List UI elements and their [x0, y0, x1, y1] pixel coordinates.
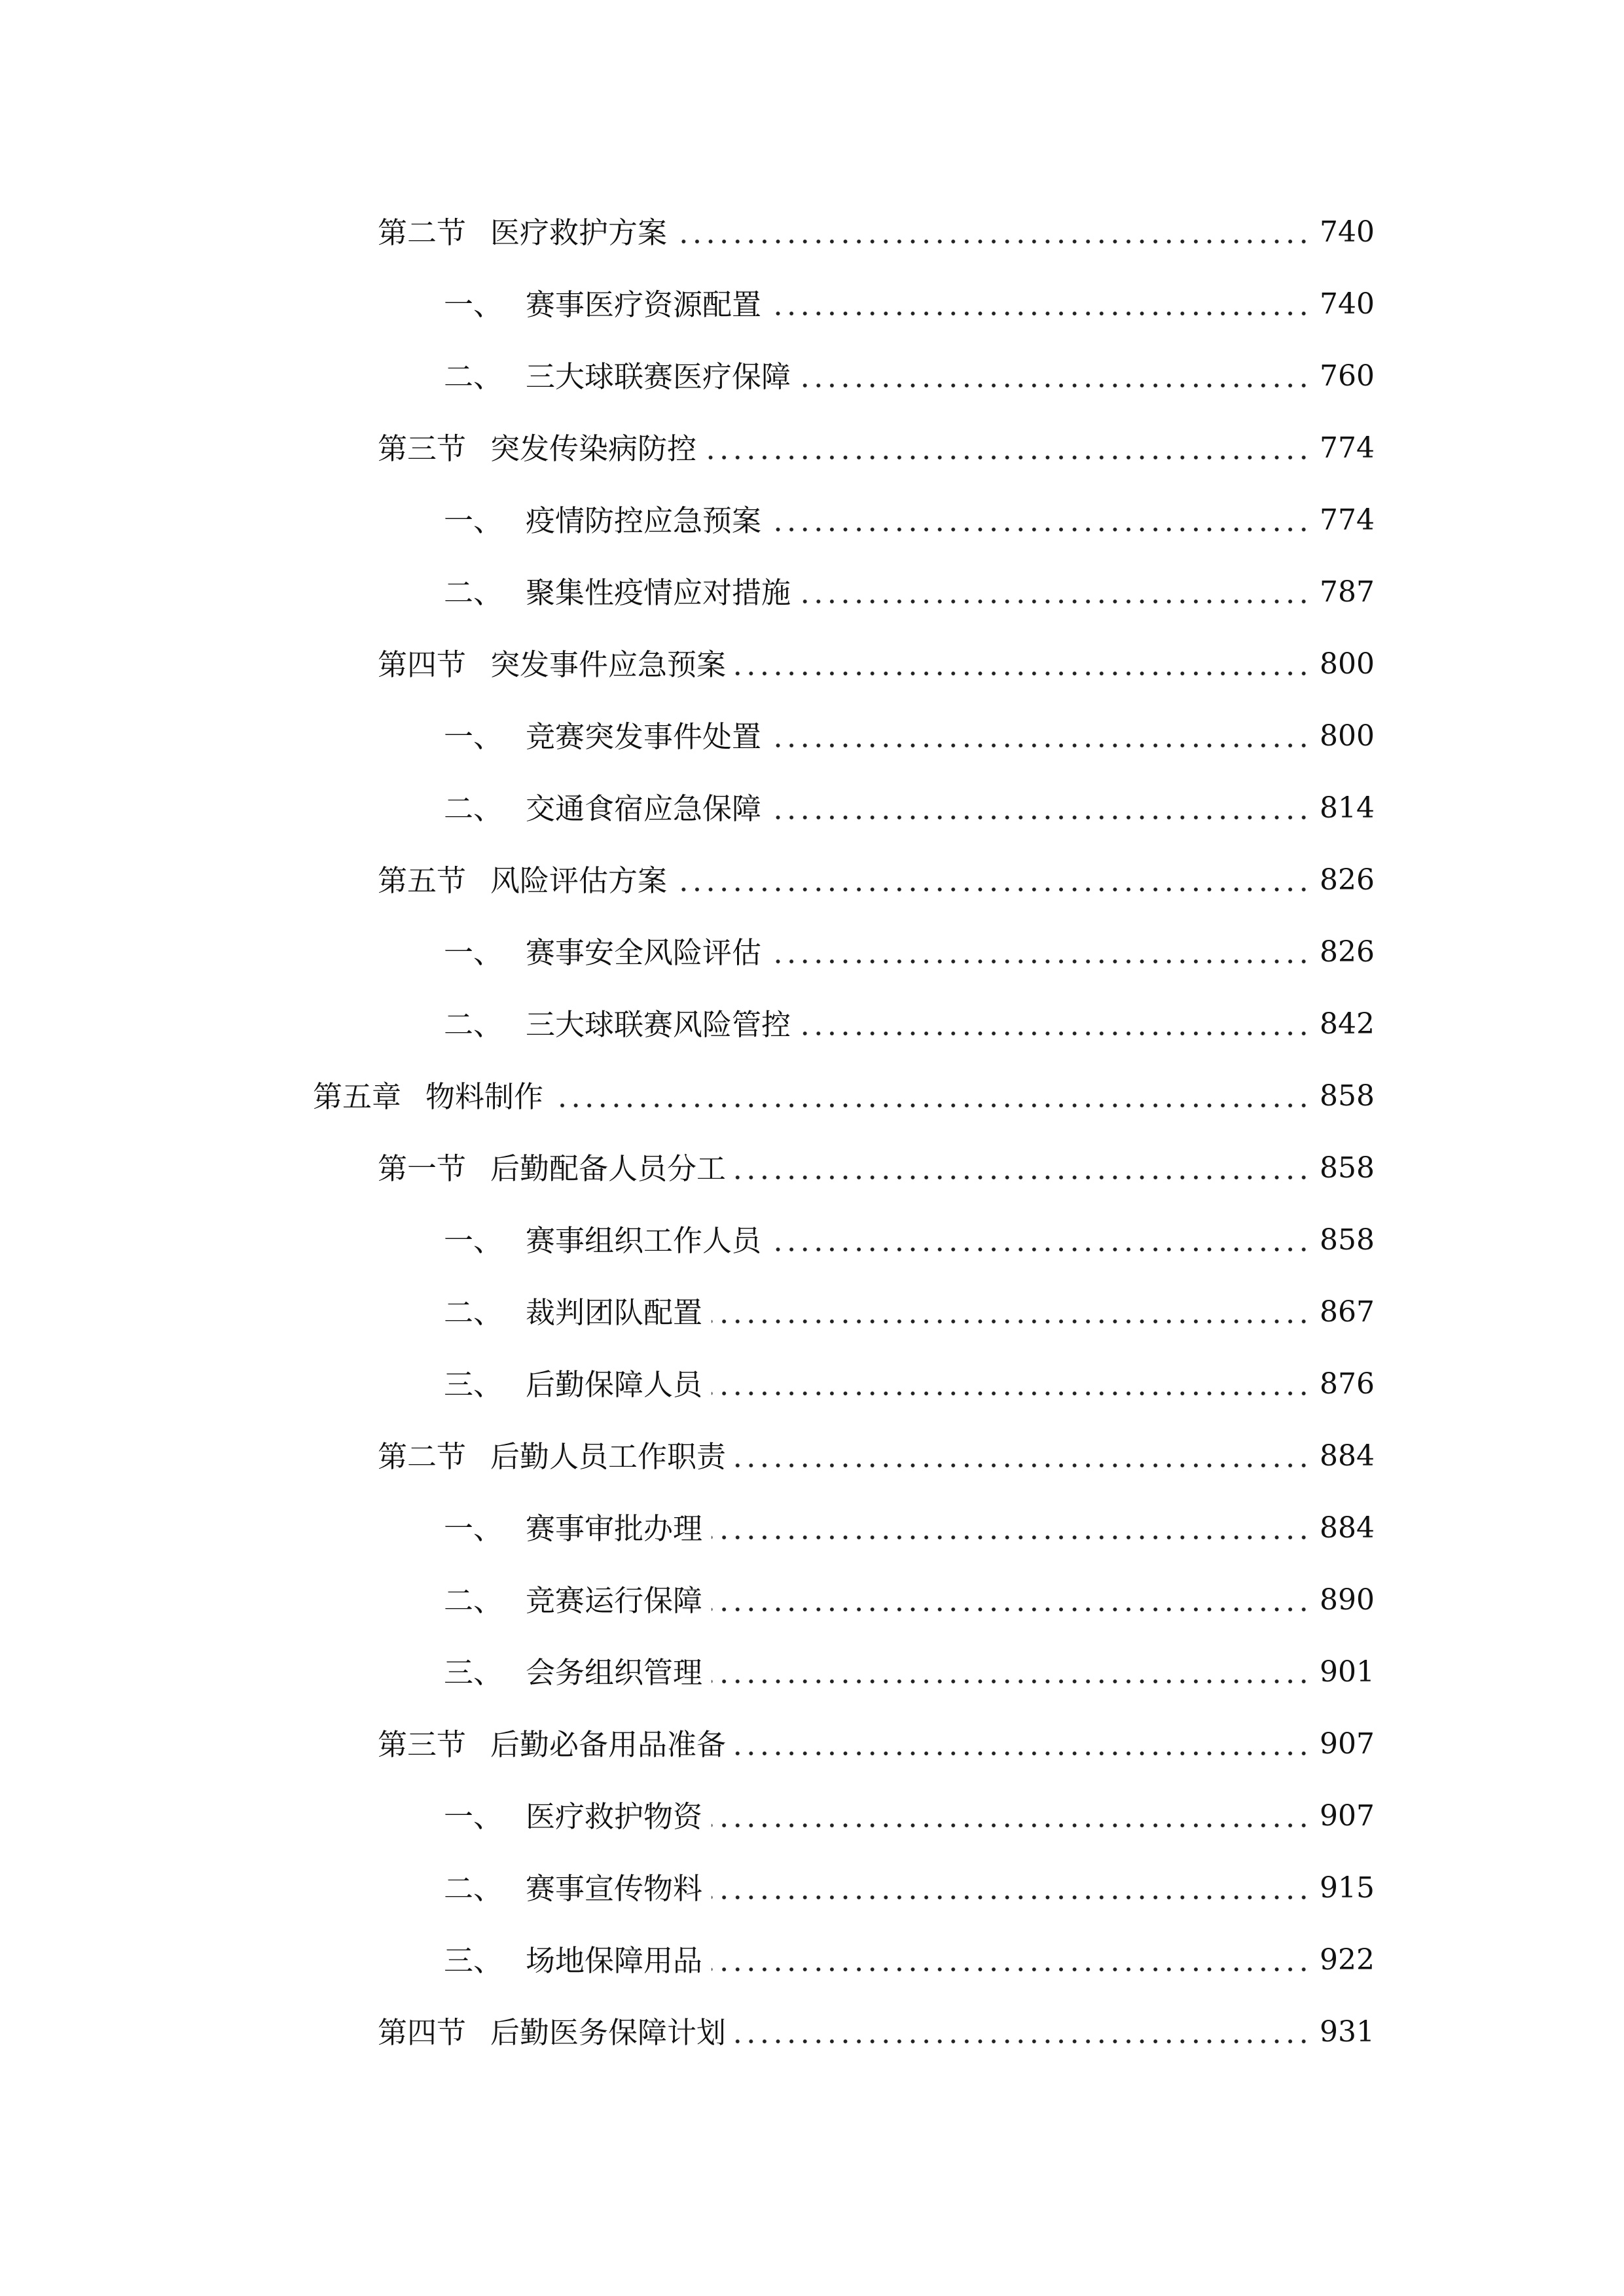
toc-entry-number: 三、 — [444, 1943, 503, 1978]
dot-leader — [706, 454, 1310, 461]
toc-entry-number: 二、 — [444, 1007, 503, 1042]
toc-entry-title: 赛事组织工作人员 — [526, 1223, 762, 1258]
toc-entry[interactable] — [0, 1420, 1624, 1492]
dot-leader — [676, 886, 1310, 893]
toc-entry-title: 三大球联赛风险管控 — [526, 1007, 791, 1042]
toc-entry-number: 二、 — [444, 791, 503, 826]
toc-entry-title: 突发传染病防控 — [490, 431, 697, 466]
toc-entry-number: 二、 — [444, 359, 503, 394]
toc-entry[interactable] — [0, 772, 1624, 844]
toc-entry-number: 一、 — [444, 719, 503, 754]
toc-entry-page: 884 — [1320, 1439, 1375, 1473]
toc-entry-page: 740 — [1320, 215, 1375, 249]
toc-entry[interactable] — [0, 1708, 1624, 1780]
toc-entry-page: 858 — [1320, 1223, 1375, 1257]
dot-leader — [552, 1102, 1310, 1109]
toc-entry-number: 第五节 — [378, 863, 467, 898]
toc-entry-number: 第一节 — [378, 1151, 467, 1186]
toc-entry-title: 风险评估方案 — [490, 863, 668, 898]
toc-entry-page: 760 — [1320, 359, 1375, 393]
dot-leader — [800, 598, 1310, 605]
toc-entry-title: 竞赛突发事件处置 — [526, 719, 762, 754]
toc-entry[interactable] — [0, 1564, 1624, 1636]
dot-leader — [712, 1966, 1310, 1973]
toc-entry-page: 774 — [1320, 431, 1375, 465]
dot-leader — [712, 1606, 1310, 1613]
dot-leader — [712, 1894, 1310, 1901]
toc-entry-title: 赛事宣传物料 — [526, 1871, 703, 1906]
toc-entry-page: 907 — [1320, 1799, 1375, 1833]
toc-entry-title: 场地保障用品 — [526, 1943, 703, 1978]
toc-entry-number: 三、 — [444, 1655, 503, 1690]
toc-entry-page: 842 — [1320, 1007, 1375, 1041]
toc-entry-page: 800 — [1320, 719, 1375, 753]
toc-entry-title: 医疗救护物资 — [526, 1799, 703, 1834]
dot-leader — [735, 1750, 1310, 1757]
toc-entry[interactable] — [0, 1996, 1624, 2068]
toc-entry[interactable] — [0, 988, 1624, 1060]
toc-entry-page: 890 — [1320, 1583, 1375, 1617]
toc-entry-title: 突发事件应急预案 — [490, 647, 727, 682]
toc-entry-title: 物料制作 — [425, 1079, 544, 1114]
dot-leader — [770, 742, 1310, 749]
toc-entry-number: 第四节 — [378, 647, 467, 682]
toc-entry[interactable] — [0, 1780, 1624, 1852]
toc-entry-title: 赛事安全风险评估 — [526, 935, 762, 970]
toc-entry[interactable] — [0, 1924, 1624, 1996]
toc-entry-page: 787 — [1320, 575, 1375, 609]
toc-entry[interactable] — [0, 412, 1624, 484]
dot-leader — [770, 814, 1310, 821]
toc-entry-number: 二、 — [444, 1871, 503, 1906]
toc-entry-number: 一、 — [444, 287, 503, 322]
toc-entry-number: 第二节 — [378, 215, 467, 250]
toc-entry[interactable] — [0, 484, 1624, 556]
toc-entry-title: 裁判团队配置 — [526, 1295, 703, 1330]
dot-leader — [712, 1390, 1310, 1397]
toc-entry-title: 赛事医疗资源配置 — [526, 287, 762, 322]
toc-entry-title: 交通食宿应急保障 — [526, 791, 762, 826]
toc-entry[interactable] — [0, 700, 1624, 772]
dot-leader — [712, 1678, 1310, 1685]
toc-entry[interactable] — [0, 628, 1624, 700]
toc-entry-page: 814 — [1320, 791, 1375, 825]
dot-leader — [735, 1174, 1310, 1181]
toc-entry-number: 一、 — [444, 503, 503, 538]
toc-entry-page: 876 — [1320, 1367, 1375, 1401]
dot-leader — [770, 310, 1310, 317]
toc-entry-number: 第三节 — [378, 1727, 467, 1762]
toc-entry-page: 858 — [1320, 1151, 1375, 1185]
toc-entry-number: 一、 — [444, 1223, 503, 1258]
toc-entry-number: 一、 — [444, 1799, 503, 1834]
toc-entry-title: 后勤保障人员 — [526, 1367, 703, 1402]
toc-entry-title: 会务组织管理 — [526, 1655, 703, 1690]
toc-entry-title: 后勤必备用品准备 — [490, 1727, 727, 1762]
toc-entry-number: 二、 — [444, 1295, 503, 1330]
toc-entry[interactable] — [0, 1636, 1624, 1708]
dot-leader — [735, 670, 1310, 677]
toc-entry-page: 858 — [1320, 1079, 1375, 1113]
toc-entry-page: 774 — [1320, 503, 1375, 537]
dot-leader — [800, 382, 1310, 389]
toc-entry-number: 二、 — [444, 575, 503, 610]
dot-leader — [712, 1822, 1310, 1829]
toc-entry-title: 后勤医务保障计划 — [490, 2015, 727, 2050]
toc-entry-page: 915 — [1320, 1871, 1375, 1905]
toc-entry-page: 800 — [1320, 647, 1375, 681]
toc-entry-number: 三、 — [444, 1367, 503, 1402]
toc-entry-page: 826 — [1320, 863, 1375, 897]
toc-entry-number: 二、 — [444, 1583, 503, 1618]
toc-entry-number: 第三节 — [378, 431, 467, 466]
toc-entry-page: 901 — [1320, 1655, 1375, 1689]
toc-entry-title: 后勤配备人员分工 — [490, 1151, 727, 1186]
toc-entry[interactable] — [0, 196, 1624, 268]
dot-leader — [735, 2038, 1310, 2045]
dot-leader — [800, 1030, 1310, 1037]
toc-entry-page: 826 — [1320, 935, 1375, 969]
toc-entry[interactable] — [0, 340, 1624, 412]
table-of-contents — [0, 196, 1624, 2068]
toc-entry[interactable] — [0, 1492, 1624, 1564]
toc-entry-title: 后勤人员工作职责 — [490, 1439, 727, 1474]
dot-leader — [676, 238, 1310, 245]
toc-entry-chapter[interactable] — [0, 1060, 1624, 1132]
toc-entry-page: 907 — [1320, 1727, 1375, 1761]
dot-leader — [770, 958, 1310, 965]
toc-entry[interactable] — [0, 1132, 1624, 1204]
toc-entry-title: 三大球联赛医疗保障 — [526, 359, 791, 394]
toc-entry-title: 赛事审批办理 — [526, 1511, 703, 1546]
toc-entry[interactable] — [0, 268, 1624, 340]
toc-entry-number: 第二节 — [378, 1439, 467, 1474]
dot-leader — [712, 1318, 1310, 1325]
toc-entry-title: 疫情防控应急预案 — [526, 503, 762, 538]
toc-entry-number: 一、 — [444, 1511, 503, 1546]
dot-leader — [712, 1534, 1310, 1541]
toc-entry-title: 医疗救护方案 — [490, 215, 668, 250]
toc-entry-page: 922 — [1320, 1943, 1375, 1977]
toc-entry[interactable] — [0, 556, 1624, 628]
toc-entry[interactable] — [0, 1348, 1624, 1420]
toc-entry-page: 884 — [1320, 1511, 1375, 1545]
toc-entry-title: 竞赛运行保障 — [526, 1583, 703, 1618]
toc-entry-number: 一、 — [444, 935, 503, 970]
dot-leader — [735, 1462, 1310, 1469]
toc-entry[interactable] — [0, 916, 1624, 988]
toc-entry-title: 聚集性疫情应对措施 — [526, 575, 791, 610]
dot-leader — [770, 1246, 1310, 1253]
toc-entry-number: 第五章 — [313, 1079, 402, 1114]
toc-entry-page: 931 — [1320, 2015, 1375, 2049]
toc-entry-number: 第四节 — [378, 2015, 467, 2050]
toc-entry[interactable] — [0, 844, 1624, 916]
toc-entry[interactable] — [0, 1276, 1624, 1348]
toc-entry-page: 740 — [1320, 287, 1375, 321]
dot-leader — [770, 526, 1310, 533]
toc-entry-page: 867 — [1320, 1295, 1375, 1329]
toc-entry[interactable] — [0, 1852, 1624, 1924]
toc-entry[interactable] — [0, 1204, 1624, 1276]
